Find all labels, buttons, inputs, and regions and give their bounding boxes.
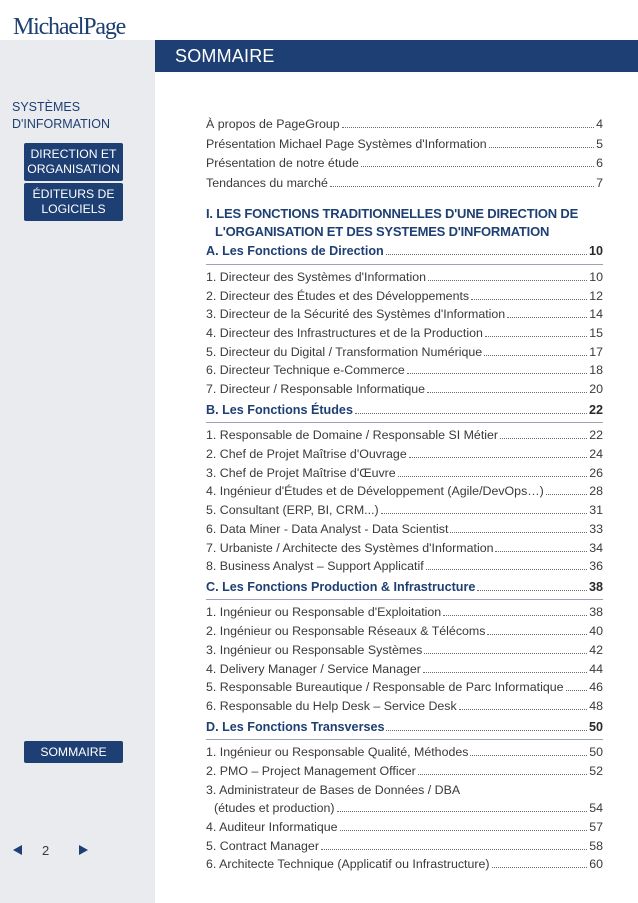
toc-entry[interactable]: 7. Directeur / Responsable Informatique 20	[206, 382, 603, 397]
toc-entry[interactable]: 2. Ingénieur ou Responsable Réseaux & Télécoms 40	[206, 624, 603, 639]
toc-entry[interactable]: 3. Ingénieur ou Responsable Systèmes 42	[206, 642, 603, 657]
toc-entry[interactable]: 2. PMO – Project Management Officer 52	[206, 763, 603, 778]
toc-entry[interactable]: 6. Architecte Technique (Applicatif ou Infrastructure) 60	[206, 857, 603, 872]
toc-entry[interactable]: 3. Administrateur de Bases de Données / DBA	[206, 782, 461, 797]
button-label-line2: ORGANISATION	[27, 162, 120, 176]
button-label-line2: LOGICIELS	[41, 202, 106, 216]
toc-entry-continuation[interactable]: (études et production) 54	[214, 801, 603, 816]
toc-entry[interactable]: 5. Contract Manager 58	[206, 838, 603, 853]
toc-group-heading[interactable]: A. Les Fonctions de Direction 10	[206, 242, 603, 265]
pager	[13, 841, 103, 861]
toc-entry[interactable]: À propos de PageGroup 4	[206, 117, 603, 131]
toc-entry[interactable]: Tendances du marché 7	[206, 175, 603, 190]
toc-entry[interactable]: 7. Urbaniste / Architecte des Systèmes d'Information 34	[206, 540, 603, 555]
sommaire-button[interactable]: SOMMAIRE	[24, 741, 123, 763]
section-title	[206, 205, 603, 240]
toc-entry[interactable]: 6. Data Miner - Data Analyst - Data Scientist 33	[206, 521, 603, 536]
toc-group-heading[interactable]: B. Les Fonctions Études 22	[206, 401, 603, 424]
page-number: 2	[42, 843, 50, 858]
toc-entry[interactable]: 2. Chef de Projet Maîtrise d'Ouvrage 24	[206, 447, 603, 461]
section-label-line1: SYSTÈMES	[12, 100, 81, 114]
toc-entry[interactable]: 5. Directeur du Digital / Transformation Numérique 17	[206, 344, 603, 359]
toc-entry[interactable]: 4. Directeur des Infrastructures et de la Production 15	[206, 325, 603, 340]
toc-entry[interactable]: 4. Delivery Manager / Service Manager 44	[206, 661, 603, 676]
direction-organisation-button[interactable]	[24, 143, 123, 181]
next-page-arrow-icon[interactable]	[79, 845, 88, 855]
toc-intro	[206, 115, 603, 193]
table-of-contents	[206, 115, 603, 874]
toc-entry[interactable]: 4. Auditeur Informatique 57	[206, 819, 603, 834]
toc-group-direction	[206, 242, 603, 398]
toc-group-etudes	[206, 401, 603, 576]
toc-entry[interactable]: 4. Ingénieur d'Études et de Développement (Agile/DevOps…) 28	[206, 484, 603, 499]
toc-entry[interactable]: 6. Directeur Technique e-Commerce 18	[206, 363, 603, 378]
toc-entry[interactable]: Présentation Michael Page Systèmes d'Information 5	[206, 136, 603, 151]
sidebar	[0, 0, 155, 903]
toc-group-heading[interactable]: D. Les Fonctions Transverses 50	[206, 718, 603, 741]
section-title-line2: L'ORGANISATION ET DES SYSTEMES D'INFORMATION	[215, 223, 550, 239]
page-title: SOMMAIRE	[175, 46, 275, 66]
button-label-line1: ÉDITEURS DE	[32, 187, 115, 201]
toc-group-production	[206, 578, 603, 716]
toc-entry[interactable]: 6. Responsable du Help Desk – Service Desk 48	[206, 698, 603, 713]
toc-entry[interactable]: 3. Directeur de la Sécurité des Systèmes d'Information 14	[206, 307, 603, 322]
toc-entry[interactable]: 2. Directeur des Études et des Développements 12	[206, 288, 603, 303]
toc-entry[interactable]: 1. Ingénieur ou Responsable Qualité, Méthodes 50	[206, 745, 603, 760]
toc-entry[interactable]: 1. Responsable de Domaine / Responsable SI Métier 22	[206, 428, 603, 443]
toc-entry[interactable]: 8. Business Analyst – Support Applicatif 36	[206, 559, 603, 574]
section-label-line2: D'INFORMATION	[12, 117, 110, 131]
toc-group-heading[interactable]: C. Les Fonctions Production & Infrastructure 38	[206, 578, 603, 601]
editeurs-logiciels-button[interactable]	[24, 183, 123, 221]
section-title-line1: I. LES FONCTIONS TRADITIONNELLES D'UNE DIRECTION DE	[206, 206, 579, 222]
previous-page-arrow-icon[interactable]	[13, 845, 22, 855]
logo-band	[0, 0, 638, 40]
title-bar	[155, 40, 638, 72]
button-label-line1: DIRECTION ET	[30, 147, 117, 161]
toc-entry[interactable]: 5. Consultant (ERP, BI, CRM...) 31	[206, 503, 603, 518]
toc-group-transverses	[206, 718, 603, 874]
toc-entry[interactable]: 3. Chef de Projet Maîtrise d'Œuvre 26	[206, 465, 603, 480]
section-label	[12, 99, 110, 133]
toc-entry[interactable]: 1. Ingénieur ou Responsable d'Exploitation 38	[206, 605, 603, 620]
toc-entry[interactable]: Présentation de notre étude 6	[206, 156, 603, 171]
toc-entry[interactable]: 5. Responsable Bureautique / Responsable de Parc Informatique 46	[206, 680, 603, 695]
toc-entry[interactable]: 1. Directeur des Systèmes d'Information 10	[206, 269, 603, 284]
michael-page-logo: MichaelPage	[13, 14, 126, 40]
